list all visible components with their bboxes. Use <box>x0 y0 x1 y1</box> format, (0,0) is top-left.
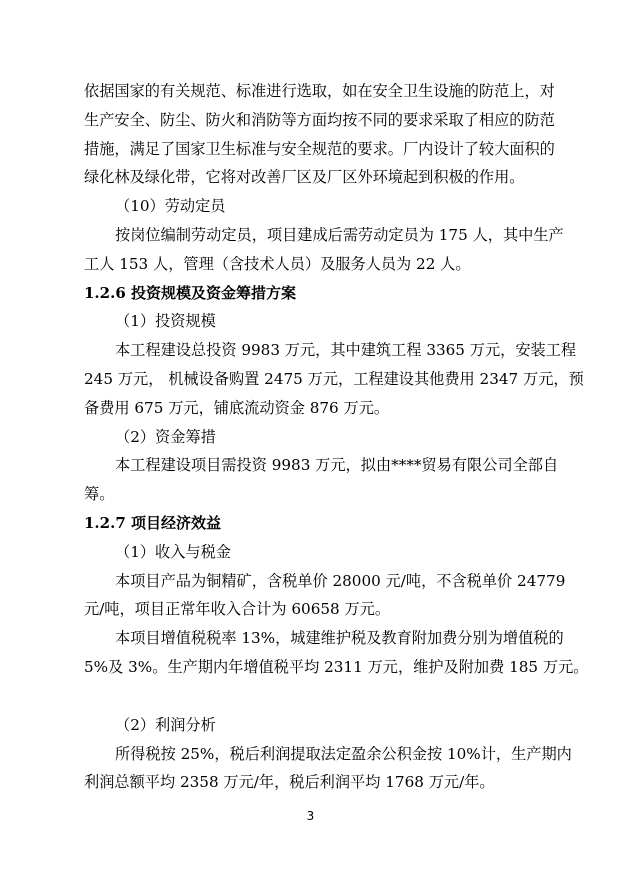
text-line: 1.2.6 投资规模及资金筹措方案 <box>84 283 296 302</box>
body-paragraph <box>84 221 564 279</box>
text-line: 工人 153 人，管理（含技术人员）及服务人员为 22 人。 <box>84 254 471 273</box>
paragraph-spacer <box>84 682 554 711</box>
text-line: 利润总额平均 2358 万元/年，税后利润平均 1768 万元/年。 <box>84 773 495 792</box>
text-line: （1）收入与税金 <box>115 542 231 561</box>
text-line: 245 万元， 机械设备购置 2475 万元，工程建设其他费用 2347 万元，预 <box>84 369 584 388</box>
text-line: 1.2.7 项目经济效益 <box>84 513 221 532</box>
body-paragraph <box>84 77 554 192</box>
body-paragraph <box>84 624 589 682</box>
text-line: 本工程建设总投资 9983 万元，其中建筑工程 3365 万元，安装工程 <box>115 341 577 360</box>
text-line: 元/吨，项目正常年收入合计为 60658 万元。 <box>84 600 391 619</box>
text-line: 备费用 675 万元，铺底流动资金 876 万元。 <box>84 398 390 417</box>
body-paragraph <box>84 567 566 625</box>
text-line: 措施，满足了国家卫生标准与安全规范的要求。厂内设计了较大面积的 <box>84 139 555 158</box>
text-line: 生产安全、防尘、防火和消防等方面均按不同的要求采取了相应的防范 <box>84 110 555 129</box>
text-line: 绿化林及绿化带，它将对改善厂区及厂区外环境起到积极的作用。 <box>84 168 525 187</box>
text-line: （1）投资规模 <box>115 312 216 331</box>
text-line: 依据国家的有关规范、标准进行选取，如在安全卫生设施的防范上，对 <box>84 82 555 100</box>
text-line: （2）利润分析 <box>115 715 216 734</box>
text-line: 本项目产品为铜精矿，含税单价 28000 元/吨，不含税单价 24779 <box>115 571 566 590</box>
body-paragraph <box>84 307 554 336</box>
page-number: 3 <box>306 809 315 823</box>
text-line: 5%及 3%。生产期内年增值税平均 2311 万元，维护及附加费 185 万元。 <box>84 657 589 676</box>
body-paragraph <box>84 336 584 422</box>
body-paragraph <box>84 192 554 221</box>
body-paragraph <box>84 451 559 509</box>
body-paragraph <box>84 740 572 798</box>
text-line: 按岗位编制劳动定员，项目建成后需劳动定员为 175 人，其中生产 <box>115 225 564 244</box>
body-paragraph <box>84 711 554 740</box>
text-line: 本项目增值税税率 13%，城建维护税及教育附加费分别为增值税的 <box>115 629 564 648</box>
text-line: 筹。 <box>84 485 115 504</box>
text-line: （10）劳动定员 <box>115 197 226 216</box>
text-line: 所得税按 25%，税后利润提取法定盈余公积金按 10%计，生产期内 <box>115 744 572 763</box>
text-line: （2）资金筹措 <box>115 427 216 446</box>
body-paragraph <box>84 423 554 452</box>
section-heading <box>84 509 554 538</box>
document-body <box>84 77 589 797</box>
text-line: 本工程建设项目需投资 9983 万元，拟由****贸易有限公司全部自 <box>115 456 559 475</box>
section-heading <box>84 279 554 308</box>
body-paragraph <box>84 538 554 567</box>
